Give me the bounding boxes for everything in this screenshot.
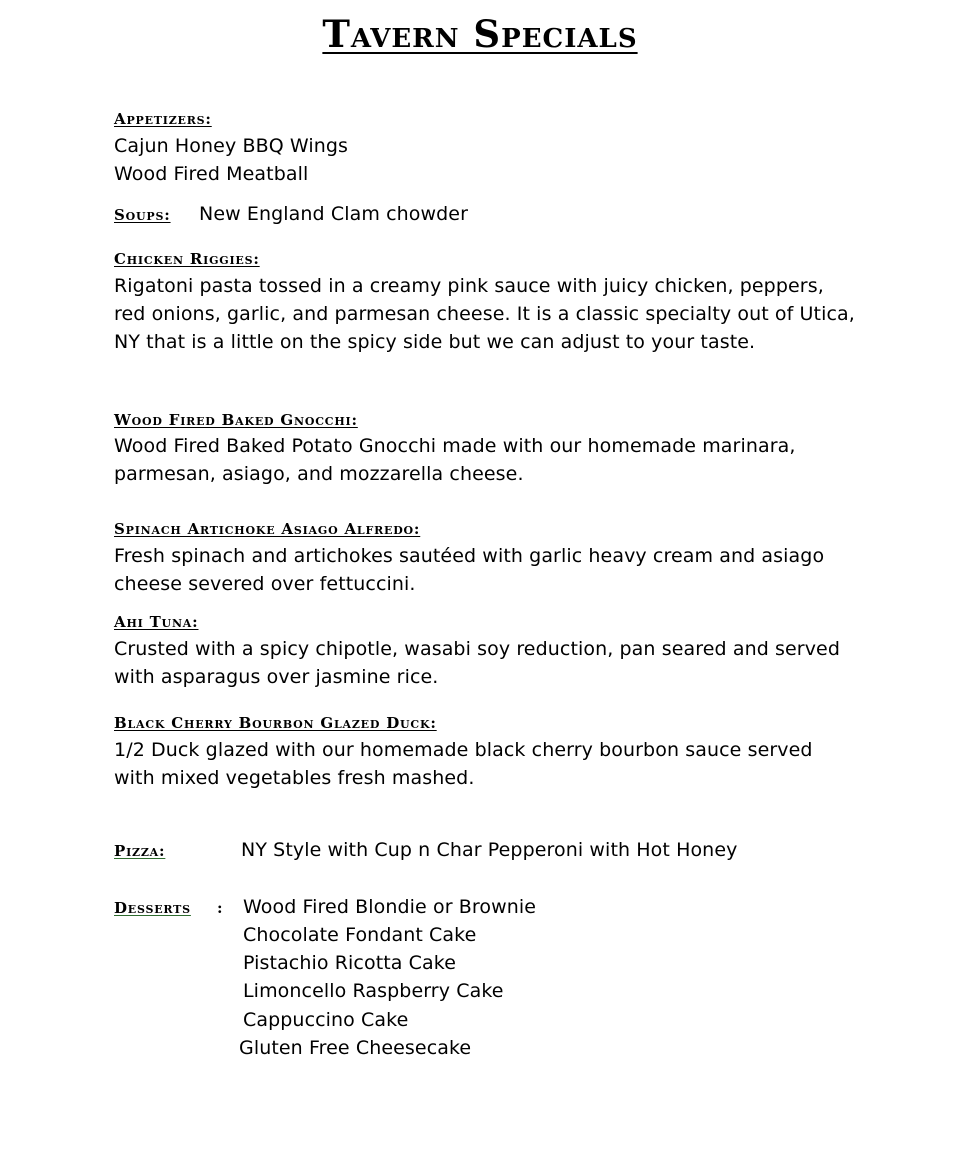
ahi-tuna-heading: Ahi Tuna: [114,613,199,631]
dessert-item: Pistachio Ricotta Cake [243,952,456,974]
appetizer-item: Wood Fired Meatball [114,163,309,185]
dessert-item: Cappuccino Cake [243,1009,409,1031]
page-title-text: Tavern Specials [322,12,638,56]
duck-heading: Black Cherry Bourbon Glazed Duck: [114,714,437,732]
chicken-riggies-heading: Chicken Riggies: [114,250,260,268]
dessert-item: Limoncello Raspberry Cake [243,980,504,1002]
page-title [0,10,960,58]
dessert-item: Wood Fired Blondie or Brownie [243,896,537,918]
desserts-heading: Desserts [114,899,191,917]
soups-heading: Soups: [114,206,171,224]
ahi-tuna-description: Crusted with a spicy chipotle, wasabi soy reduction, pan seared and served with asparagus over jasmine rice. [114,638,841,688]
chicken-riggies-description: Rigatoni pasta tossed in a creamy pink sauce with juicy chicken, peppers, red onions, garlic, and parmesan cheese. It is a classic specialty out of Utica, NY that is a little on the spicy side but we can adjust to your taste. [114,275,855,353]
appetizer-item: Cajun Honey BBQ Wings [114,135,349,157]
gnocchi-description: Wood Fired Baked Potato Gnocchi made with our homemade marinara, parmesan, asiago, and mozzarella cheese. [114,435,796,485]
gnocchi-heading: Wood Fired Baked Gnocchi: [114,411,358,429]
alfredo-heading: Spinach Artichoke Asiago Alfredo: [114,520,421,538]
duck-description: 1/2 Duck glazed with our homemade black cherry bourbon sauce served with mixed vegetables fresh mashed. [114,739,813,789]
alfredo-description: Fresh spinach and artichokes sautéed with garlic heavy cream and asiago cheese severed over fettuccini. [114,545,825,595]
soup-item: New England Clam chowder [199,203,469,225]
pizza-heading: Pizza: [114,842,166,860]
appetizers-heading: Appetizers: [114,110,212,128]
dessert-item: Gluten Free Cheesecake [239,1037,472,1059]
pizza-item: NY Style with Cup n Char Pepperoni with Hot Honey [241,839,738,861]
dessert-item: Chocolate Fondant Cake [243,924,477,946]
desserts-colon: : [217,899,223,917]
